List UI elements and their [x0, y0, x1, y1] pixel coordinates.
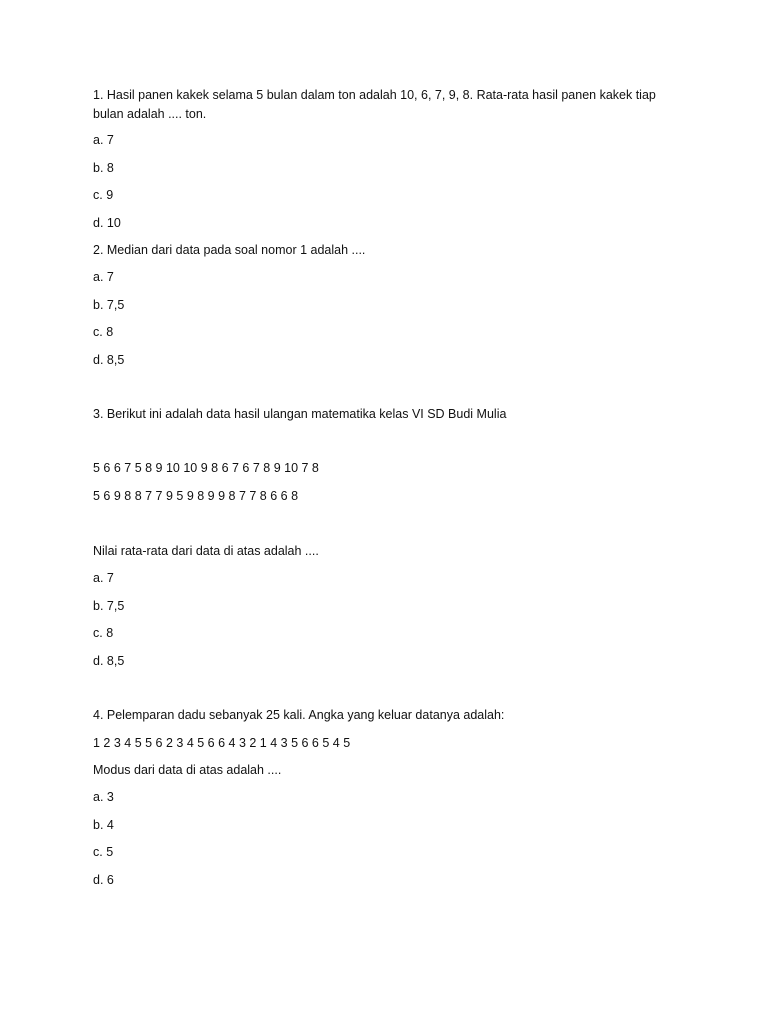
q3-question: 3. Berikut ini adalah data hasil ulangan matematika kelas VI SD Budi Mulia — [93, 407, 507, 421]
q1-option-d: d. 10 — [93, 216, 121, 230]
q1-option-a: a. 7 — [93, 133, 114, 147]
q3-option-b: b. 7,5 — [93, 599, 125, 613]
q4-option-a: a. 3 — [93, 790, 114, 804]
q4-option-c: c. 5 — [93, 845, 114, 859]
q4-data-line: 1 2 3 4 5 5 6 2 3 4 5 6 6 4 3 2 1 4 3 5 6 6 5 4 5 — [93, 736, 351, 750]
q1-question-line-2: bulan adalah .... ton. — [93, 107, 207, 121]
q3-option-d: d. 8,5 — [93, 654, 125, 668]
q2-question: 2. Median dari data pada soal nomor 1 adalah .... — [93, 243, 366, 257]
q2-option-b: b. 7,5 — [93, 298, 125, 312]
q1-option-b: b. 8 — [93, 161, 114, 175]
q1-question-line-1: 1. Hasil panen kakek selama 5 bulan dalam ton adalah 10, 6, 7, 9, 8. Rata-rata hasil panen kakek tiap — [93, 88, 656, 102]
q4-question: 4. Pelemparan dadu sebanyak 25 kali. Angka yang keluar datanya adalah: — [93, 708, 505, 722]
q2-option-d: d. 8,5 — [93, 353, 125, 367]
q3-prompt: Nilai rata-rata dari data di atas adalah .... — [93, 544, 319, 558]
q3-data-line-2: 5 6 9 8 8 7 7 9 5 9 8 9 9 8 7 7 8 6 6 8 — [93, 489, 299, 503]
q3-option-a: a. 7 — [93, 571, 114, 585]
q4-prompt: Modus dari data di atas adalah .... — [93, 763, 282, 777]
q3-option-c: c. 8 — [93, 626, 114, 640]
q2-option-c: c. 8 — [93, 325, 114, 339]
q2-option-a: a. 7 — [93, 270, 114, 284]
q4-option-b: b. 4 — [93, 818, 114, 832]
q4-option-d: d. 6 — [93, 873, 114, 887]
q3-data-line-1: 5 6 6 7 5 8 9 10 10 9 8 6 7 6 7 8 9 10 7 8 — [93, 461, 319, 475]
q1-option-c: c. 9 — [93, 188, 114, 202]
